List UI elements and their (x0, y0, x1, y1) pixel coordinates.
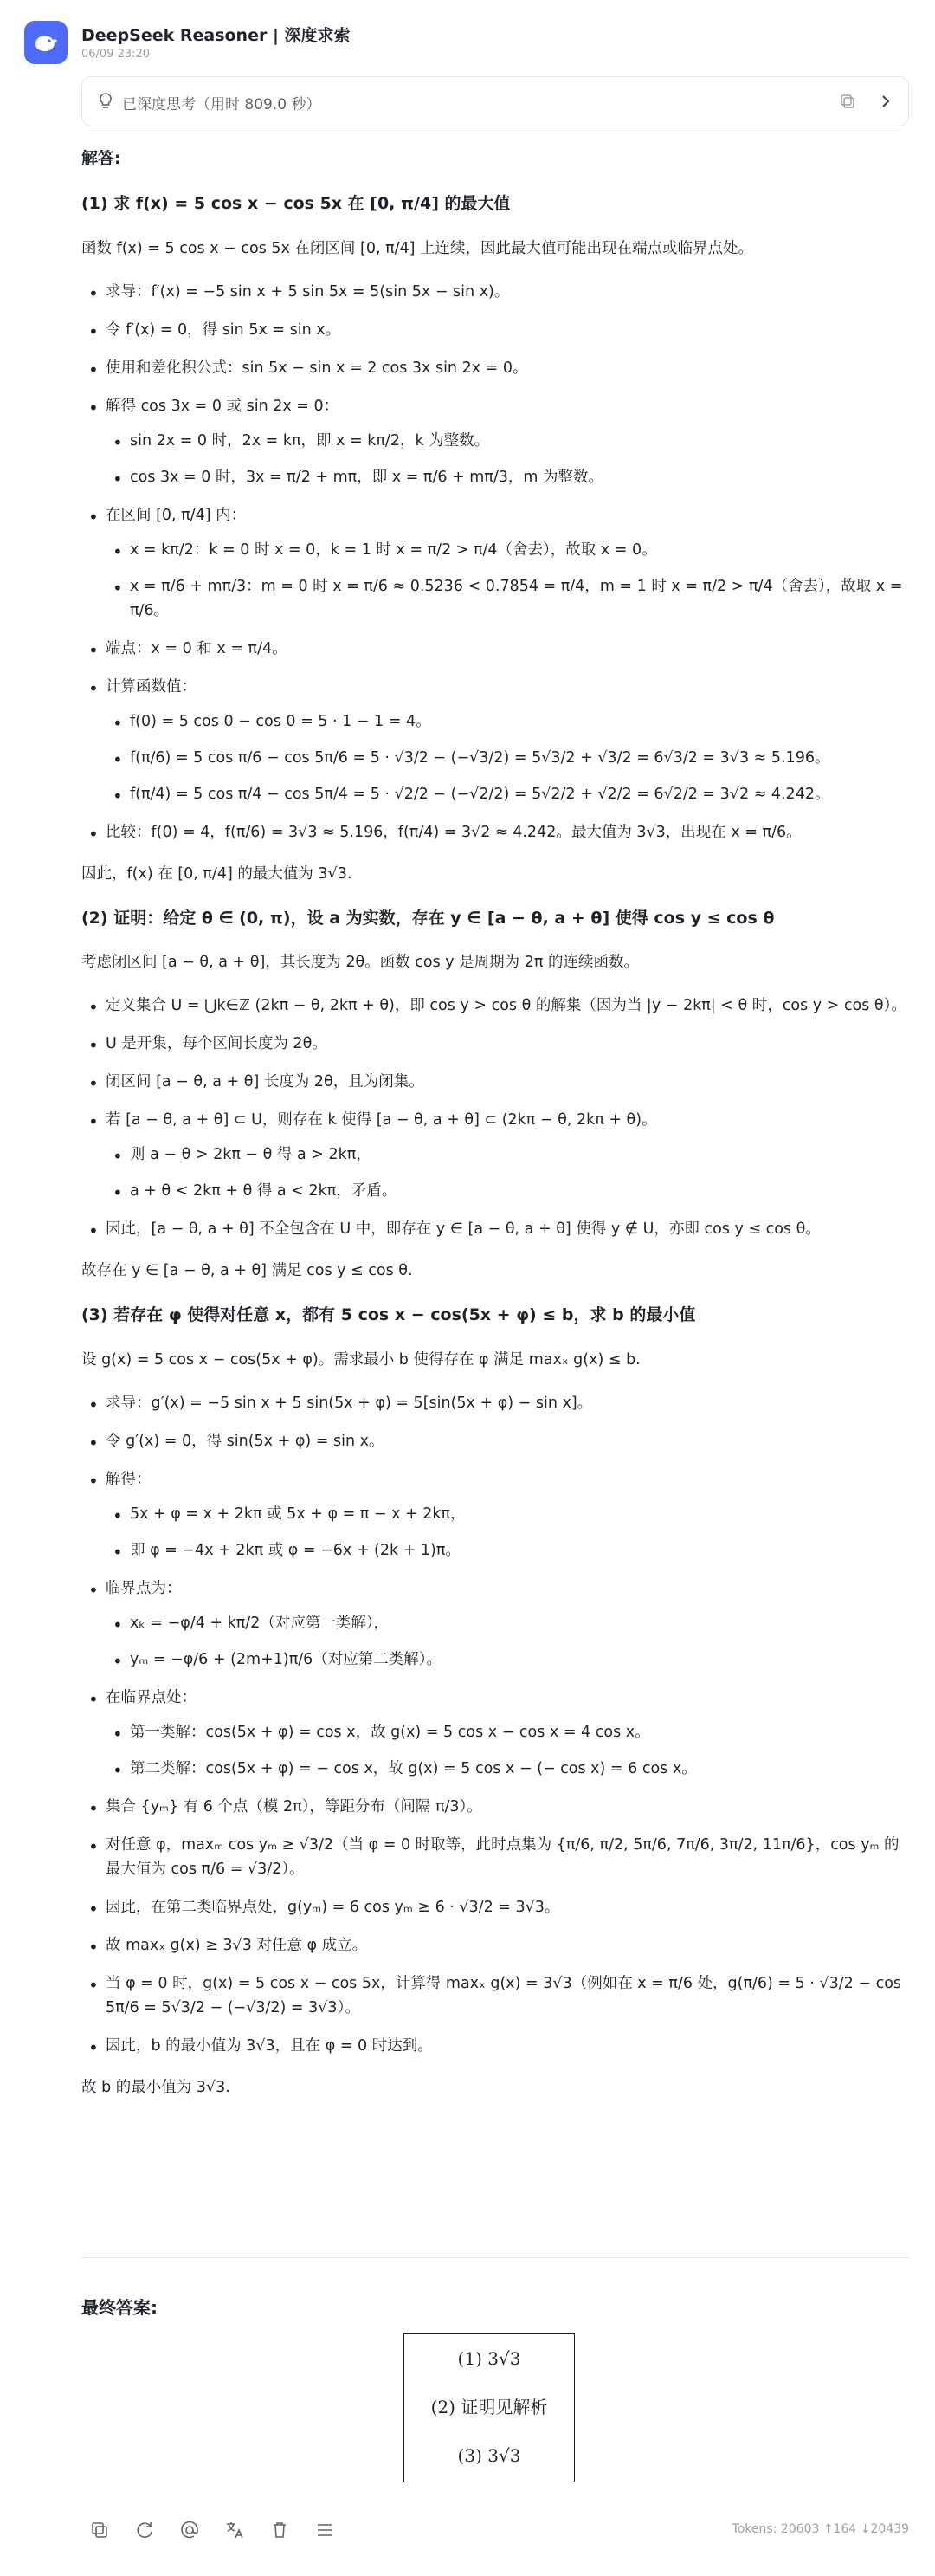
list-item: • x = π/6 + mπ/3：m = 0 时 x = π/6 ≈ 0.5236 < 0.7854 = π/4，m = 1 时 x = π/2 > π/4（舍去），故取 x = π/6。 (106, 574, 909, 623)
message-toolbar (81, 2512, 909, 2547)
list-item (81, 1576, 909, 1672)
list-item: • 使用和差化积公式：sin 5x − sin x = 2 cos 3x sin 2x = 0。 (81, 356, 909, 380)
message-date: 06/09 23:20 (81, 48, 151, 61)
list-item: • f(π/4) = 5 cos π/4 − cos 5π/4 = 5 · √2/2 − (−√2/2) = 5√2/2 + √2/2 = 6√2/2 = 3√2 ≈ 4.242。 (106, 782, 909, 806)
list-item: • U 是开集，每个区间长度为 2θ。 (81, 1032, 909, 1056)
list-item: • cos 3x = 0 时，3x = π/2 + mπ，即 x = π/6 + mπ/3，m 为整数。 (106, 465, 909, 489)
final-answer-heading: 最终答案: (81, 2297, 158, 2318)
list-item: • 因此，在第二类临界点处，g(yₘ) = 6 cos yₘ ≥ 6 · √3/2 = 3√3。 (81, 1895, 909, 1919)
translate-icon[interactable] (223, 2519, 246, 2541)
list-item: • 第一类解：cos(5x + φ) = cos x，故 g(x) = 5 cos x − cos x = 4 cos x。 (106, 1720, 909, 1744)
list-item: • 令 f′(x) = 0，得 sin 5x = sin x。 (81, 318, 909, 342)
part2-intro: 考虑闭区间 [a − θ, a + θ]，其长度为 2θ。函数 cos y 是周期为 2π 的连续函数。 (81, 954, 639, 972)
part3-list (81, 1391, 909, 2058)
final-answer-1: (1) 3√3 (457, 2348, 521, 2369)
list-item-text: 若 [a − θ, a + θ] ⊂ U，则存在 k 使得 [a − θ, a + θ] ⊂ (2kπ − θ, 2kπ + θ)。 (106, 1111, 657, 1129)
part3-title: (3) 若存在 φ 使得对任意 x，都有 5 cos x − cos(5x + φ) ≤ b，求 b 的最小值 (81, 1305, 696, 1325)
list-item: • 第二类解：cos(5x + φ) = − cos x，故 g(x) = 5 cos x − (− cos x) = 6 cos x。 (106, 1757, 909, 1781)
section-divider (81, 2257, 909, 2258)
final-answer-box (403, 2333, 575, 2482)
list-item (81, 394, 909, 489)
thinking-panel[interactable] (81, 76, 909, 126)
list-item: • 当 φ = 0 时，g(x) = 5 cos x − cos 5x，计算得 maxₓ g(x) = 3√3（例如在 x = π/6 处，g(π/6) = 5 · √3/2 − cos 5π/6 = 5√3/2 − (−√3/2) = 3√3）。 (81, 1971, 909, 2020)
copy-icon[interactable] (839, 93, 856, 110)
part1-list (81, 280, 909, 845)
list-item: • 闭区间 [a − θ, a + θ] 长度为 2θ，且为闭集。 (81, 1070, 909, 1094)
list-item: • 则 a − θ > 2kπ − θ 得 a > 2kπ， (106, 1142, 909, 1167)
regenerate-icon[interactable] (133, 2519, 156, 2541)
list-item: • 因此，b 的最小值为 3√3，且在 φ = 0 时达到。 (81, 2034, 909, 2058)
list-item: • f(π/6) = 5 cos π/6 − cos 5π/6 = 5 · √3/2 − (−√3/2) = 5√3/2 + √3/2 = 6√3/2 = 3√3 ≈ 5.196。 (106, 746, 909, 770)
whale-logo-icon (24, 21, 68, 64)
list-item: • a + θ < 2kπ + θ 得 a < 2kπ，矛盾。 (106, 1179, 909, 1203)
answer-heading: 解答: (81, 149, 121, 168)
list-item: • 比较：f(0) = 4，f(π/6) = 3√3 ≈ 5.196，f(π/4) = 3√2 ≈ 4.242。最大值为 3√3，出现在 x = π/6。 (81, 820, 909, 845)
list-item: • 端点：x = 0 和 x = π/4。 (81, 637, 909, 661)
part2-title: (2) 证明：给定 θ ∈ (0, π)，设 a 为实数，存在 y ∈ [a − θ, a + θ] 使得 cos y ≤ cos θ (81, 908, 775, 928)
list-item: • 集合 {yₘ} 有 6 个点（模 2π），等距分布（间隔 π/3）。 (81, 1795, 909, 1819)
list-item-text: 解得： (106, 1470, 152, 1488)
token-counter: Tokens: 20603 ↑164 ↓20439 (732, 2522, 909, 2536)
list-item: • 求导：g′(x) = −5 sin x + 5 sin(5x + φ) = 5[sin(5x + φ) − sin x]。 (81, 1391, 909, 1415)
list-item: • 即 φ = −4x + 2kπ 或 φ = −6x + (2k + 1)π。 (106, 1538, 909, 1563)
list-item: • 故 maxₓ g(x) ≥ 3√3 对任意 φ 成立。 (81, 1933, 909, 1958)
lightbulb-icon (98, 92, 113, 111)
part1-title: (1) 求 f(x) = 5 cos x − cos 5x 在 [0, π/4] 的最大值 (81, 194, 511, 214)
list-item (81, 503, 909, 623)
thinking-label: 已深度思考（用时 809.0 秒） (122, 96, 321, 113)
list-item: • 因此，[a − θ, a + θ] 不全包含在 U 中，即存在 y ∈ [a − θ, a + θ] 使得 y ∉ U，亦即 cos y ≤ cos θ。 (81, 1217, 909, 1241)
part3-intro: 设 g(x) = 5 cos x − cos(5x + φ)。需求最小 b 使得存在 φ 满足 maxₓ g(x) ≤ b. (81, 1350, 641, 1369)
list-item: • 求导：f′(x) = −5 sin x + 5 sin 5x = 5(sin 5x − sin x)。 (81, 280, 909, 304)
list-item: • 令 g′(x) = 0，得 sin(5x + φ) = sin x。 (81, 1429, 909, 1453)
list-item (81, 675, 909, 806)
list-item: • f(0) = 5 cos 0 − cos 0 = 5 · 1 − 1 = 4。 (106, 709, 909, 734)
part2-list (81, 994, 909, 1241)
list-item-text: 解得 cos 3x = 0 或 sin 2x = 0： (106, 397, 339, 415)
list-item: • x = kπ/2：k = 0 时 x = 0，k = 1 时 x = π/2 > π/4（舍去），故取 x = 0。 (106, 538, 909, 562)
list-item (81, 1686, 909, 1781)
list-item: • 定义集合 U = ⋃k∈ℤ (2kπ − θ, 2kπ + θ)，即 cos y > cos θ 的解集（因为当 |y − 2kπ| < θ 时，cos y > cos θ）。 (81, 994, 909, 1018)
list-item: • 5x + φ = x + 2kπ 或 5x + φ = π − x + 2kπ， (106, 1502, 909, 1526)
part2-conclusion: 故存在 y ∈ [a − θ, a + θ] 满足 cos y ≤ cos θ. (81, 1262, 413, 1280)
list-item: • xₖ = −φ/4 + kπ/2（对应第一类解）， (106, 1611, 909, 1635)
copy-icon[interactable] (88, 2519, 111, 2541)
list-item: • yₘ = −φ/6 + (2m+1)π/6（对应第二类解）。 (106, 1647, 909, 1672)
list-item-text: 在区间 [0, π/4] 内： (106, 506, 247, 524)
answer-content (81, 146, 909, 2119)
list-item: • 对任意 φ，maxₘ cos yₘ ≥ √3/2（当 φ = 0 时取等，此时点集为 {π/6, π/2, 5π/6, 7π/6, 3π/2, 11π/6}，cos yₘ 的最大值为 cos π/6 = √3/2）。 (81, 1833, 909, 1881)
mention-icon[interactable] (178, 2519, 201, 2541)
final-answer-2: (2) 证明见解析 (430, 2397, 548, 2417)
list-item-text: 在临界点处： (106, 1688, 197, 1706)
part3-conclusion: 故 b 的最小值为 3√3. (81, 2078, 230, 2096)
chat-header (24, 21, 911, 69)
list-item (81, 1467, 909, 1563)
list-item (81, 1108, 909, 1203)
delete-icon[interactable] (268, 2519, 291, 2541)
list-item: • sin 2x = 0 时，2x = kπ，即 x = kπ/2，k 为整数。 (106, 429, 909, 453)
menu-icon[interactable] (313, 2519, 336, 2541)
part1-conclusion: 因此，f(x) 在 [0, π/4] 的最大值为 3√3. (81, 864, 352, 883)
final-answer-3: (3) 3√3 (457, 2445, 521, 2466)
chevron-right-icon[interactable] (877, 93, 894, 110)
list-item-text: 计算函数值： (106, 677, 197, 696)
model-title: DeepSeek Reasoner | 深度求索 (81, 26, 351, 45)
part1-intro: 函数 f(x) = 5 cos x − cos 5x 在闭区间 [0, π/4] 上连续，因此最大值可能出现在端点或临界点处。 (81, 239, 754, 257)
list-item-text: 临界点为： (106, 1579, 182, 1597)
